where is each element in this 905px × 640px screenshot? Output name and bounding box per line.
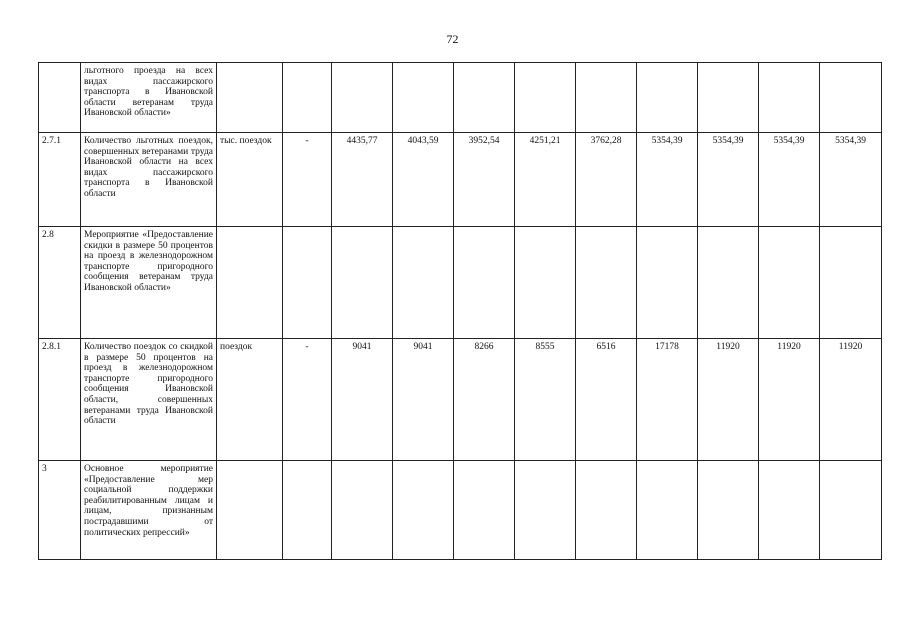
- row-value-cell: 17178: [637, 339, 698, 461]
- row-description-cell: Количество льготных поездок, совершенных ветеранами труда Ивановской области на всех видах пассажирского транспорта в Ивановской области: [81, 133, 217, 227]
- row-value-cell: [576, 461, 637, 560]
- row-value-cell: 4251,21: [515, 133, 576, 227]
- row-value-cell: 4435,77: [332, 133, 393, 227]
- row-value-cell: [515, 63, 576, 133]
- row-value-cell: 3762,28: [576, 133, 637, 227]
- table-row: [39, 63, 882, 133]
- row-value-cell: [576, 63, 637, 133]
- row-value-cell: [698, 461, 759, 560]
- row-value-cell: [637, 63, 698, 133]
- row-value-cell: [393, 227, 454, 339]
- row-value-cell: 4043,59: [393, 133, 454, 227]
- row-value-cell: [820, 63, 882, 133]
- row-value-cell: 8555: [515, 339, 576, 461]
- row-unit-cell: [217, 227, 283, 339]
- row-code-cell: 3: [39, 461, 81, 560]
- row-value-cell: 6516: [576, 339, 637, 461]
- table-row: [39, 339, 882, 461]
- row-value-cell: [393, 63, 454, 133]
- row-dash-cell: [283, 227, 332, 339]
- row-value-cell: 5354,39: [759, 133, 820, 227]
- table-row: [39, 227, 882, 339]
- row-value-cell: [393, 461, 454, 560]
- row-value-cell: 11920: [820, 339, 882, 461]
- row-code-cell: [39, 63, 81, 133]
- row-value-cell: [454, 63, 515, 133]
- page-number: 72: [446, 32, 459, 46]
- row-value-cell: [332, 63, 393, 133]
- row-value-cell: 8266: [454, 339, 515, 461]
- row-dash-cell: [283, 63, 332, 133]
- row-value-cell: [454, 227, 515, 339]
- row-description-cell: Мероприятие «Предоставление скидки в размере 50 процентов на проезд в железнодорожном транспорте пригородного сообщения ветеранам труда Ивановской области»: [81, 227, 217, 339]
- row-description-cell: Основное мероприятие «Предоставление мер социальной поддержки реабилитированным лицам и лицам, признанным пострадавшими от политических репрессий»: [81, 461, 217, 560]
- row-value-cell: [820, 227, 882, 339]
- row-value-cell: [820, 461, 882, 560]
- indicators-table: [38, 62, 882, 560]
- row-value-cell: 5354,39: [820, 133, 882, 227]
- row-value-cell: [332, 227, 393, 339]
- row-value-cell: 5354,39: [698, 133, 759, 227]
- row-value-cell: 3952,54: [454, 133, 515, 227]
- row-value-cell: [454, 461, 515, 560]
- row-unit-cell: тыс. поездок: [217, 133, 283, 227]
- row-code-cell: 2.8.1: [39, 339, 81, 461]
- row-value-cell: 11920: [759, 339, 820, 461]
- row-value-cell: [637, 461, 698, 560]
- row-value-cell: [576, 227, 637, 339]
- row-description-cell: Количество поездок со скидкой в размере 50 процентов на проезд в железнодорожном транспорте пригородного сообщения Ивановской области, совершенных ветеранами труда Ивановской области: [81, 339, 217, 461]
- table-row: [39, 461, 882, 560]
- row-dash-cell: -: [283, 339, 332, 461]
- row-value-cell: [637, 227, 698, 339]
- row-unit-cell: поездок: [217, 339, 283, 461]
- row-code-cell: 2.8: [39, 227, 81, 339]
- row-value-cell: [332, 461, 393, 560]
- row-unit-cell: [217, 63, 283, 133]
- row-code-cell: 2.7.1: [39, 133, 81, 227]
- row-value-cell: [515, 227, 576, 339]
- row-value-cell: [698, 63, 759, 133]
- row-unit-cell: [217, 461, 283, 560]
- row-value-cell: [759, 227, 820, 339]
- table-row: [39, 133, 882, 227]
- row-value-cell: 11920: [698, 339, 759, 461]
- row-dash-cell: -: [283, 133, 332, 227]
- row-value-cell: [759, 63, 820, 133]
- row-value-cell: 9041: [393, 339, 454, 461]
- row-value-cell: [698, 227, 759, 339]
- row-value-cell: 9041: [332, 339, 393, 461]
- row-value-cell: [759, 461, 820, 560]
- row-description-cell: льготного проезда на всех видах пассажирского транспорта в Ивановской области ветеранам труда Ивановской области»: [81, 63, 217, 133]
- row-value-cell: 5354,39: [637, 133, 698, 227]
- row-dash-cell: [283, 461, 332, 560]
- row-value-cell: [515, 461, 576, 560]
